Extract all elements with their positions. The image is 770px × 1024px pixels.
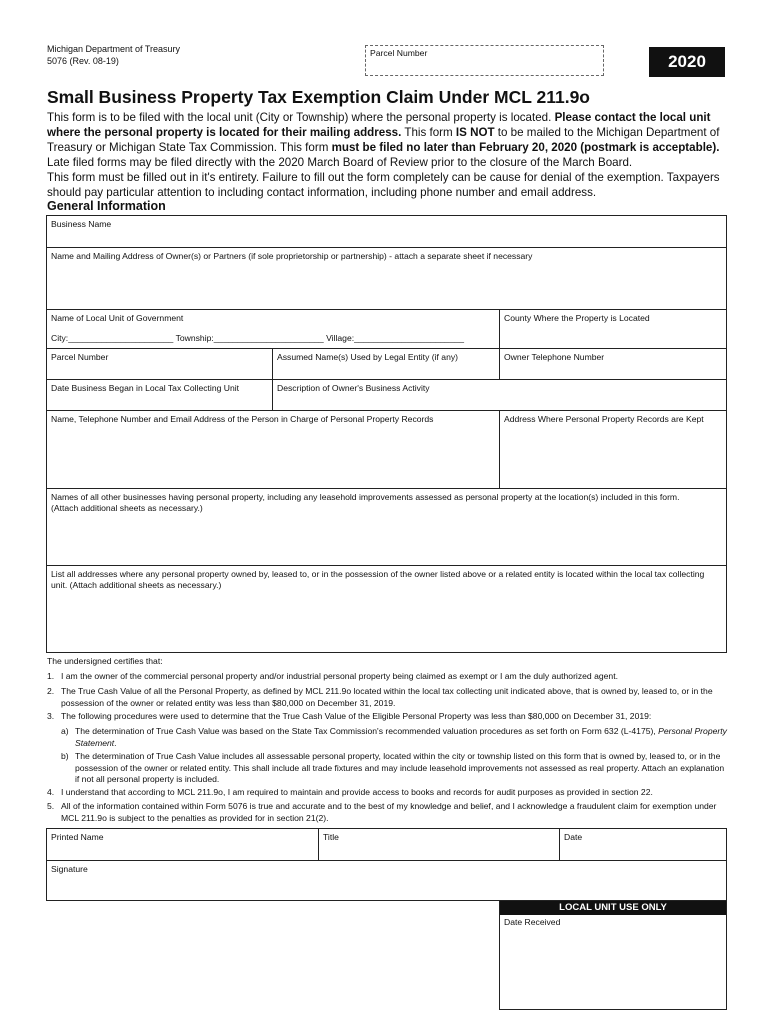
title-field[interactable] [319, 829, 559, 860]
business-name-field[interactable] [47, 216, 727, 247]
business-name-label: Business Name [51, 219, 112, 229]
assumed-names-field[interactable] [273, 349, 499, 379]
local-unit-field[interactable] [47, 310, 499, 348]
date-received-label: Date Received [504, 917, 561, 927]
other-businesses-label: Names of all other businesses having personal property, including any leasehold improvements assessed as personal property at the location(s) included in this form. (Attach additional sheets as necessary.) [51, 492, 680, 513]
owner-phone-field[interactable] [500, 349, 727, 379]
intro-paragraph-2: This form must be filled out in it's entirety. Failure to fill out the form completely can be cause for denial of the exemption. Taxpayers should pay particular attention to including contact information, including phone number and email address. [47, 171, 720, 199]
printed-name-label: Printed Name [51, 832, 104, 842]
parcel-number-label: Parcel Number [370, 48, 428, 58]
form-revision: 5076 (Rev. 08-19) [47, 56, 119, 66]
city-township-village-line: City:______________________ Township:_______________________ Village:_______________________ [51, 333, 465, 343]
page-title: Small Business Property Tax Exemption Claim Under MCL 211.9o [47, 87, 590, 107]
parcel-number-field[interactable] [365, 45, 604, 76]
owners-field[interactable] [47, 248, 727, 309]
date-received-field[interactable] [500, 914, 726, 1008]
records-address-field[interactable] [500, 411, 727, 488]
county-field[interactable] [500, 310, 727, 348]
all-addresses-field[interactable] [47, 566, 727, 652]
parcel-field[interactable] [47, 349, 272, 379]
title-label: Title [323, 832, 339, 842]
general-info-heading: General Information [47, 199, 166, 213]
date-field[interactable] [560, 829, 727, 860]
signature-field[interactable] [47, 861, 727, 901]
business-description-field[interactable] [273, 380, 727, 410]
person-in-charge-label: Name, Telephone Number and Email Address of the Person in Charge of Personal Property Records [51, 414, 434, 424]
county-label: County Where the Property is Located [504, 313, 650, 323]
signature-label: Signature [51, 864, 88, 874]
intro-paragraph-1: This form is to be filed with the local unit (City or Township) where the personal property is located. Please contact the local unit where the personal property is located for their mailing address. This form IS NOT to be mailed to the Michigan Department of Treasury or Michigan State Tax Commission. This form must be filed no later than February 20, 2020 (postmark is acceptable). Late filed forms may be filed directly with the 2020 March Board of Review prior to the closure of the March Board. [47, 111, 720, 169]
date-label: Date [564, 832, 583, 842]
agency-name: Michigan Department of Treasury [47, 44, 181, 54]
printed-name-field[interactable] [47, 829, 318, 860]
business-description-label: Description of Owner's Business Activity [277, 383, 430, 393]
owners-label: Name and Mailing Address of Owner(s) or Partners (if sole proprietorship or partnership) - attach a separate sheet if necessary [51, 251, 533, 261]
year-badge: 2020 [649, 47, 725, 77]
other-businesses-field[interactable] [47, 489, 727, 565]
date-began-field[interactable] [47, 380, 272, 410]
records-address-label: Address Where Personal Property Records are Kept [504, 414, 704, 424]
date-began-label: Date Business Began in Local Tax Collecting Unit [51, 383, 240, 393]
local-unit-label: Name of Local Unit of Government [51, 313, 184, 323]
person-in-charge-field[interactable] [47, 411, 499, 488]
local-unit-use-heading: LOCAL UNIT USE ONLY [500, 901, 726, 915]
certification-intro: The undersigned certifies that: [47, 656, 163, 666]
parcel-label: Parcel Number [51, 352, 109, 362]
all-addresses-label: List all addresses where any personal property owned by, leased to, or in the possession of the owner listed above or a related entity is located within the local tax collecting unit. (Attach additional sheets as necessary.) [51, 569, 705, 590]
owner-phone-label: Owner Telephone Number [504, 352, 605, 362]
assumed-names-label: Assumed Name(s) Used by Legal Entity (if any) [277, 352, 459, 362]
